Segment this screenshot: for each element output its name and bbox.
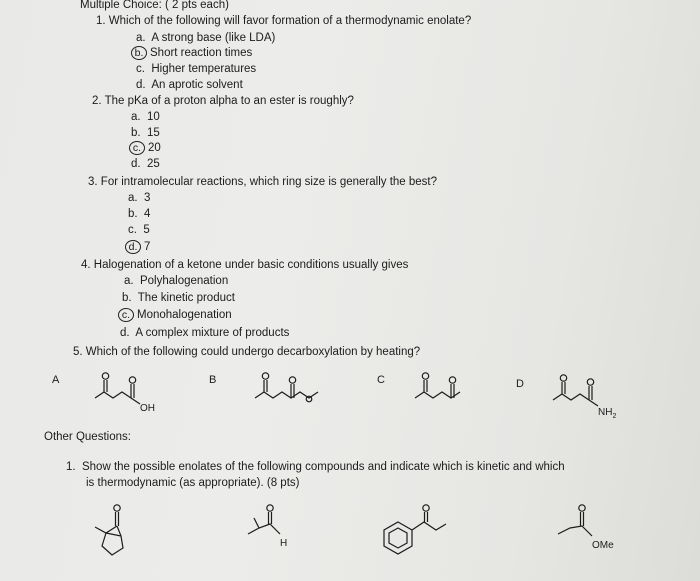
structure-a-beta-keto-acid[interactable]	[90, 370, 170, 415]
choice-label-a[interactable]: A	[52, 374, 60, 386]
question-text: The pKa of a proton alpha to an ester is roughly?	[104, 95, 354, 107]
other-questions-title: Other Questions:	[44, 431, 131, 443]
circled-answer-mark: b.	[131, 46, 147, 60]
question-number: 4.	[81, 259, 91, 271]
aldehyde-h-label: H	[280, 538, 288, 549]
option-1c[interactable]: c. Higher temperatures	[136, 63, 257, 75]
structure-b-beta-keto-ester[interactable]	[250, 370, 330, 415]
question-text: Halogenation of a ketone under basic conditions usually gives	[93, 259, 409, 271]
option-3c[interactable]: c. 5	[128, 224, 150, 236]
option-3a[interactable]: a. 3	[128, 192, 151, 204]
option-2a[interactable]: a. 10	[131, 111, 160, 123]
circled-answer-mark: c.	[129, 141, 145, 155]
option-1a[interactable]: a. A strong base (like LDA)	[136, 32, 276, 44]
option-4b[interactable]: b. The kinetic product	[122, 292, 235, 304]
question-text-line2: is thermodynamic (as appropriate). (8 pts)	[86, 477, 300, 489]
question-text: Which of the following will favor formation of a thermodynamic enolate?	[108, 15, 472, 27]
ome-label: OMe	[592, 540, 614, 551]
option-3d[interactable]: d. 7	[125, 240, 150, 254]
structure-d-beta-keto-amide[interactable]	[548, 372, 648, 422]
question-number: 1.	[96, 15, 106, 27]
question-1	[96, 14, 471, 28]
option-4d[interactable]: d. A complex mixture of products	[120, 327, 290, 339]
option-4c[interactable]: c. Monohalogenation	[118, 308, 232, 322]
oh-label: OH	[140, 403, 155, 414]
nh2-label: $NH_2$	[598, 407, 617, 420]
section-header: Multiple Choice: ( 2 pts each)	[80, 0, 229, 11]
compound-cyclohexyl-ketone	[380, 500, 470, 570]
choice-label-b[interactable]: B	[209, 374, 217, 386]
compound-cyclopentanone	[90, 500, 150, 575]
option-1b[interactable]: b. Short reaction times	[131, 46, 252, 60]
choice-label-c[interactable]: C	[377, 374, 385, 386]
question-number: 5.	[73, 346, 83, 358]
option-4a[interactable]: a. Polyhalogenation	[124, 275, 229, 287]
other-question-1	[66, 460, 565, 474]
question-text: Which of the following could undergo decarboxylation by heating?	[85, 346, 421, 358]
structure-c-diketone[interactable]	[410, 370, 480, 415]
circled-answer-mark: d.	[125, 240, 141, 254]
circled-answer-mark: c.	[118, 308, 134, 322]
question-number: 2.	[92, 95, 102, 107]
option-2d[interactable]: d. 25	[131, 158, 160, 170]
question-text: For intramolecular reactions, which ring size is generally the best?	[100, 176, 438, 188]
option-2c[interactable]: c. 20	[129, 141, 161, 155]
option-2b[interactable]: b. 15	[131, 127, 160, 139]
question-5	[73, 345, 420, 359]
choice-label-d[interactable]: D	[516, 378, 524, 390]
compound-methyl-ester	[550, 500, 640, 560]
option-1d[interactable]: d. An aprotic solvent	[136, 79, 243, 91]
question-4	[81, 258, 408, 272]
question-number: 1.	[66, 461, 76, 473]
question-3	[88, 175, 437, 189]
compound-aldehyde	[240, 500, 300, 560]
option-3b[interactable]: b. 4	[128, 208, 151, 220]
question-text-line1: Show the possible enolates of the following compounds and indicate which is kinetic and which	[81, 461, 565, 473]
question-number: 3.	[88, 176, 98, 188]
question-2	[92, 94, 354, 108]
